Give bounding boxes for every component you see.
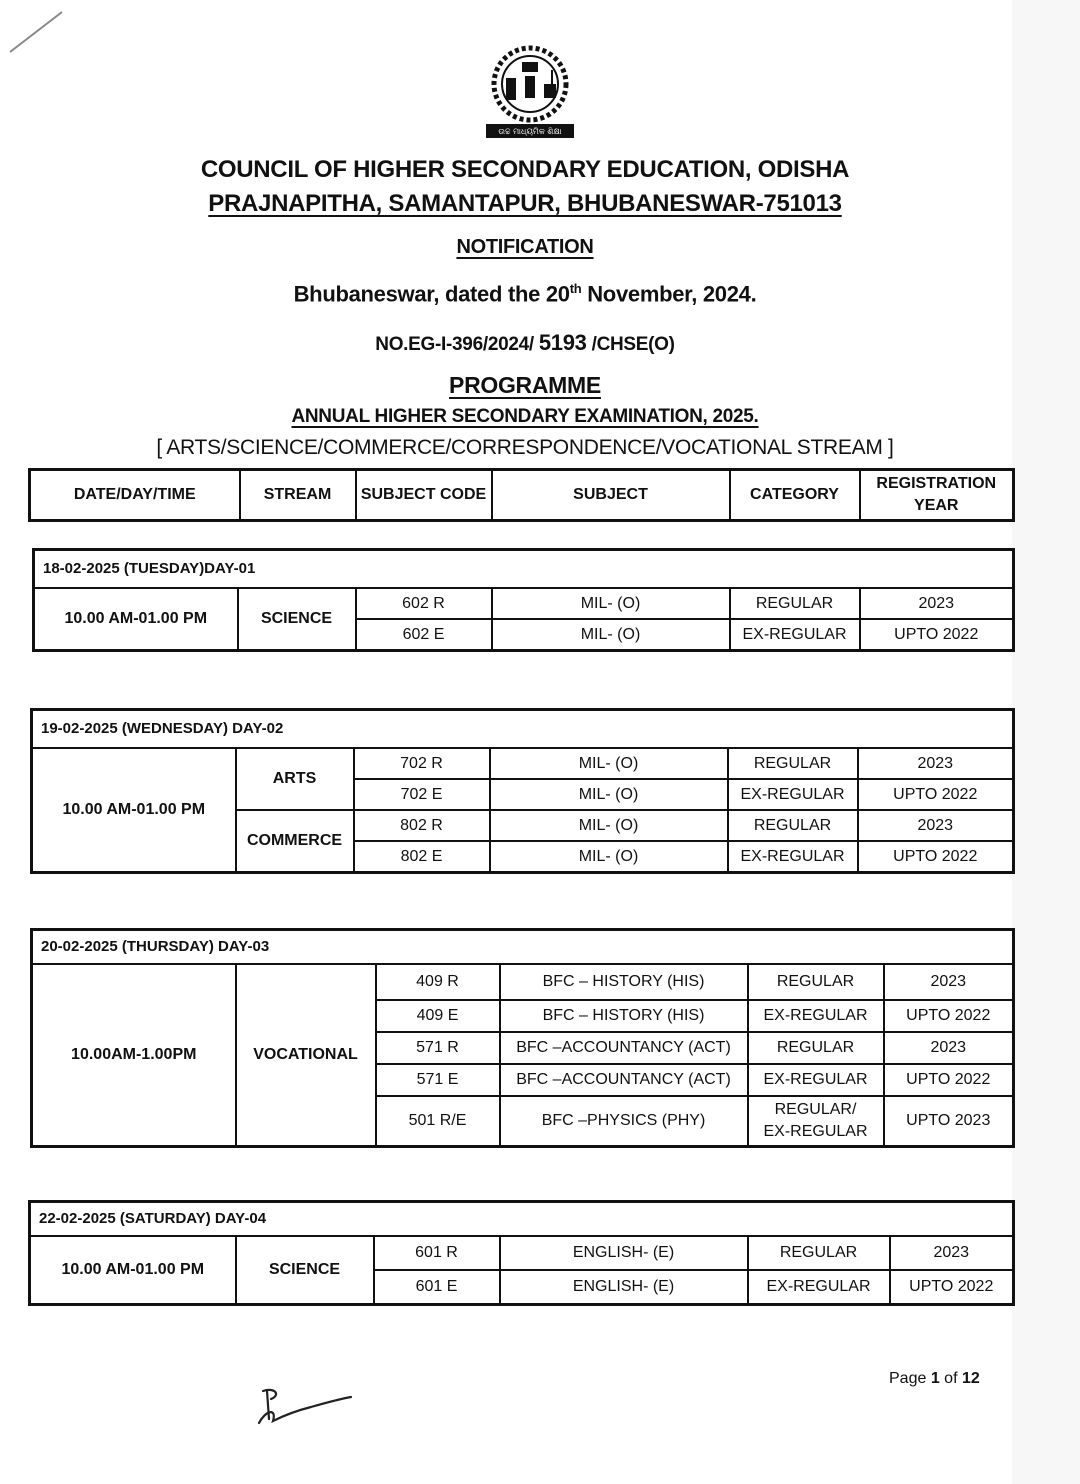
subject-code: 571 E bbox=[376, 1064, 500, 1096]
registration-year: UPTO 2022 bbox=[884, 1000, 1014, 1032]
subject-code: 702 R bbox=[354, 748, 490, 779]
stream-name: ARTS bbox=[236, 748, 354, 810]
category: REGULAR bbox=[748, 964, 884, 1000]
subject-name: MIL- (O) bbox=[492, 588, 730, 619]
category: EX-REGULAR bbox=[730, 619, 860, 651]
subject-code: 802 E bbox=[354, 841, 490, 873]
reference-number: NO.EG-I-396/2024/ 5193 /CHSE(O) bbox=[375, 330, 675, 355]
col-stream: STREAM bbox=[240, 470, 356, 521]
registration-year: 2023 bbox=[884, 1032, 1014, 1064]
subject-code: 601 R bbox=[374, 1236, 500, 1270]
stream-name: SCIENCE bbox=[238, 588, 356, 651]
subject-name: MIL- (O) bbox=[490, 779, 728, 810]
table-row bbox=[32, 748, 1014, 779]
streams-line: [ ARTS/SCIENCE/COMMERCE/CORRESPONDENCE/VOCATIONAL STREAM ] bbox=[156, 436, 894, 459]
stream-name: COMMERCE bbox=[236, 810, 354, 873]
subject-code: 602 E bbox=[356, 619, 492, 651]
exam-time: 10.00AM-1.00PM bbox=[32, 964, 236, 1147]
subject-code: 802 R bbox=[354, 810, 490, 841]
category: REGULAR bbox=[748, 1236, 890, 1270]
stream-name: VOCATIONAL bbox=[236, 964, 376, 1147]
page-number: Page 1 of 12 bbox=[889, 1370, 980, 1387]
stream-name: SCIENCE bbox=[236, 1236, 374, 1305]
subject-code: 601 E bbox=[374, 1270, 500, 1305]
notification-label: NOTIFICATION bbox=[456, 236, 594, 258]
day-label: 19-02-2025 (WEDNESDAY) DAY-02 bbox=[32, 710, 1014, 749]
subject-code: 409 E bbox=[376, 1000, 500, 1032]
category: REGULAR bbox=[730, 588, 860, 619]
registration-year: 2023 bbox=[858, 810, 1014, 841]
registration-year: 2023 bbox=[858, 748, 1014, 779]
day-03-table bbox=[30, 928, 1015, 1148]
exam-title: ANNUAL HIGHER SECONDARY EXAMINATION, 2025. bbox=[291, 406, 759, 427]
registration-year: UPTO 2022 bbox=[890, 1270, 1014, 1305]
registration-year: UPTO 2022 bbox=[860, 619, 1014, 651]
exam-time: 10.00 AM-01.00 PM bbox=[32, 748, 236, 873]
day-04-table bbox=[28, 1200, 1015, 1306]
subject-code: 409 R bbox=[376, 964, 500, 1000]
table-row bbox=[32, 964, 1014, 1000]
category: REGULAR bbox=[728, 748, 858, 779]
col-subject: SUBJECT bbox=[492, 470, 730, 521]
registration-year: UPTO 2022 bbox=[858, 779, 1014, 810]
subject-name: MIL- (O) bbox=[490, 810, 728, 841]
subject-name: BFC –ACCOUNTANCY (ACT) bbox=[500, 1032, 748, 1064]
programme-label: PROGRAMME bbox=[449, 372, 601, 398]
exam-time: 10.00 AM-01.00 PM bbox=[30, 1236, 236, 1305]
subject-name: MIL- (O) bbox=[490, 748, 728, 779]
day-02-table bbox=[30, 708, 1015, 874]
subject-name: ENGLISH- (E) bbox=[500, 1236, 748, 1270]
notification-date: Bhubaneswar, dated the 20th November, 2024. bbox=[293, 281, 757, 307]
exam-time: 10.00 AM-01.00 PM bbox=[34, 588, 238, 651]
day-label: 18-02-2025 (TUESDAY)DAY-01 bbox=[34, 550, 1014, 589]
registration-year: 2023 bbox=[860, 588, 1014, 619]
registration-year: UPTO 2022 bbox=[858, 841, 1014, 873]
category: EX-REGULAR bbox=[748, 1064, 884, 1096]
category: EX-REGULAR bbox=[728, 779, 858, 810]
registration-year: 2023 bbox=[890, 1236, 1014, 1270]
category: EX-REGULAR bbox=[748, 1000, 884, 1032]
subject-name: MIL- (O) bbox=[492, 619, 730, 651]
col-category: CATEGORY bbox=[730, 470, 860, 521]
subject-name: BFC – HISTORY (HIS) bbox=[500, 1000, 748, 1032]
registration-year: 2023 bbox=[884, 964, 1014, 1000]
subject-code: 702 E bbox=[354, 779, 490, 810]
subject-name: ENGLISH- (E) bbox=[500, 1270, 748, 1305]
column-header-table bbox=[28, 468, 1015, 522]
registration-year: UPTO 2022 bbox=[884, 1064, 1014, 1096]
category: REGULAR bbox=[748, 1032, 884, 1064]
subject-name: BFC –PHYSICS (PHY) bbox=[500, 1096, 748, 1147]
table-row bbox=[30, 1236, 1014, 1270]
day-label: 20-02-2025 (THURSDAY) DAY-03 bbox=[32, 930, 1014, 965]
subject-name: BFC –ACCOUNTANCY (ACT) bbox=[500, 1064, 748, 1096]
col-date-day-time: DATE/DAY/TIME bbox=[30, 470, 240, 521]
subject-code: 571 R bbox=[376, 1032, 500, 1064]
org-name: COUNCIL OF HIGHER SECONDARY EDUCATION, ODISHA bbox=[200, 156, 850, 183]
table-row bbox=[34, 588, 1014, 619]
pen-mark-decoration bbox=[6, 8, 66, 58]
day-01-table bbox=[32, 548, 1015, 652]
category: REGULAR bbox=[728, 810, 858, 841]
registration-year: UPTO 2023 bbox=[884, 1096, 1014, 1147]
col-subject-code: SUBJECT CODE bbox=[356, 470, 492, 521]
page-margin-strip bbox=[1012, 0, 1080, 1484]
category: REGULAR/ EX-REGULAR bbox=[748, 1096, 884, 1147]
signature-mark bbox=[255, 1385, 355, 1430]
emblem-caption: ଉଚ୍ଚ ମାଧ୍ୟମିକ ଶିକ୍ଷା bbox=[498, 127, 562, 136]
subject-name: MIL- (O) bbox=[490, 841, 728, 873]
col-registration-year: REGISTRATION YEAR bbox=[860, 470, 1014, 521]
category: EX-REGULAR bbox=[748, 1270, 890, 1305]
subject-name: BFC – HISTORY (HIS) bbox=[500, 964, 748, 1000]
subject-code: 602 R bbox=[356, 588, 492, 619]
category: EX-REGULAR bbox=[728, 841, 858, 873]
org-address: PRAJNAPITHA, SAMANTAPUR, BHUBANESWAR-751013 bbox=[208, 190, 842, 217]
day-label: 22-02-2025 (SATURDAY) DAY-04 bbox=[30, 1202, 1014, 1237]
chse-emblem-logo bbox=[478, 44, 582, 140]
subject-code: 501 R/E bbox=[376, 1096, 500, 1147]
